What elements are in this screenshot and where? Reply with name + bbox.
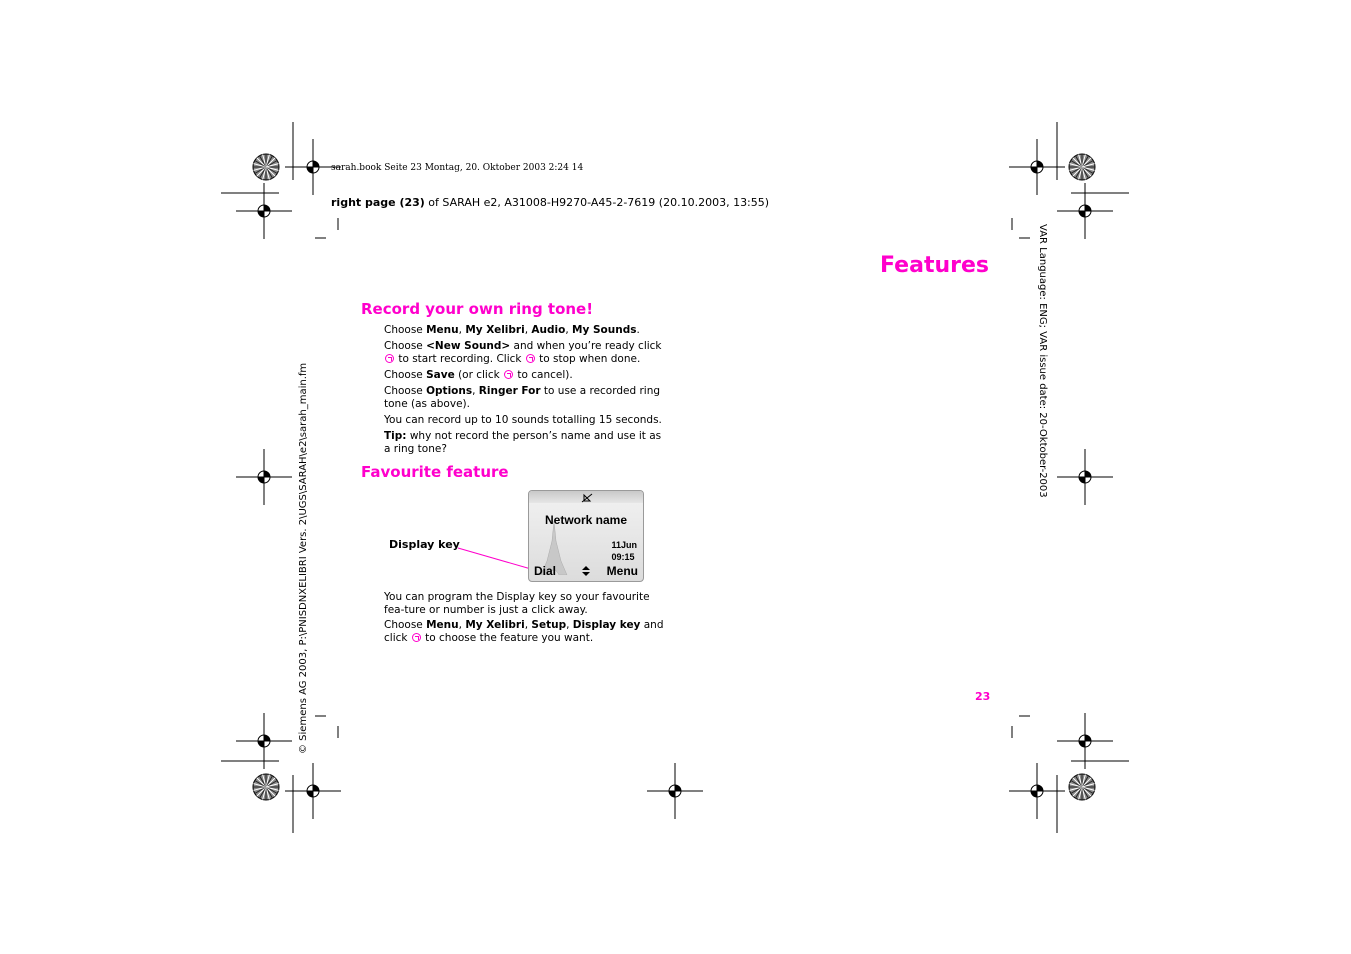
side-note-copyright: © Siemens AG 2003, P:\PNISDNXELIBRI Vers. 2\UGS\SARAH\e2\sarah_main.fm <box>298 362 309 754</box>
paragraph: Choose Menu, My Xelibri, Setup, Display key and click to choose the feature you want. <box>384 619 664 644</box>
page-info: right page (23) of SARAH e2, A31008-H9270-A45-2-7619 (20.10.2003, 13:55) <box>331 196 770 209</box>
right-key-icon <box>526 354 535 363</box>
registration-mark-icon <box>1057 449 1113 505</box>
paragraph: Tip: why not record the person’s name and use it as a ring tone? <box>384 430 662 455</box>
heading-favourite-feature: Favourite feature <box>361 463 509 481</box>
paragraph: Choose <New Sound> and when you’re ready click to start recording. Click to stop when done. <box>384 340 662 365</box>
nav-key-icon <box>412 633 421 642</box>
left-key-icon <box>504 370 513 379</box>
registration-mark-icon <box>647 763 703 819</box>
nav-key-icon <box>581 565 591 577</box>
phone-display <box>528 490 644 582</box>
print-info: sarah.book Seite 23 Montag, 20. Oktober 2003 2:24 14 <box>331 163 584 173</box>
paragraph: Choose Menu, My Xelibri, Audio, My Sounds. <box>384 324 640 336</box>
network-name: Network name <box>544 513 628 527</box>
star-target-icon <box>1069 774 1095 800</box>
paragraph: You can record up to 10 sounds totalling 15 seconds. <box>384 414 662 426</box>
paragraph: Choose Save (or click to cancel). <box>384 369 573 381</box>
paragraph: You can program the Display key so your favourite fea-ture or number is just a click away. <box>384 591 650 616</box>
star-target-icon <box>1069 154 1095 180</box>
right-key-icon <box>385 354 394 363</box>
heading-record-ring-tone: Record your own ring tone! <box>361 300 594 318</box>
dial-softkey: Dial <box>534 564 557 578</box>
registration-mark-icon <box>236 183 292 239</box>
registration-mark-icon <box>1057 183 1113 239</box>
display-key-label: Display key <box>389 538 460 551</box>
star-target-icon <box>253 774 279 800</box>
leader-line <box>455 545 535 573</box>
page-number: 23 <box>975 690 991 703</box>
paragraph: Choose Options, Ringer For to use a recorded ring tone (as above). <box>384 385 661 410</box>
page-title: Features <box>880 253 989 278</box>
star-target-icon <box>253 154 279 180</box>
registration-mark-icon <box>236 449 292 505</box>
date-time: 11Jun 09:15 <box>611 540 637 562</box>
silent-icon <box>581 493 593 503</box>
menu-softkey: Menu <box>606 564 638 578</box>
side-note-language: VAR Language: ENG; VAR issue date: 20-Oktober-2003 <box>1037 224 1048 498</box>
